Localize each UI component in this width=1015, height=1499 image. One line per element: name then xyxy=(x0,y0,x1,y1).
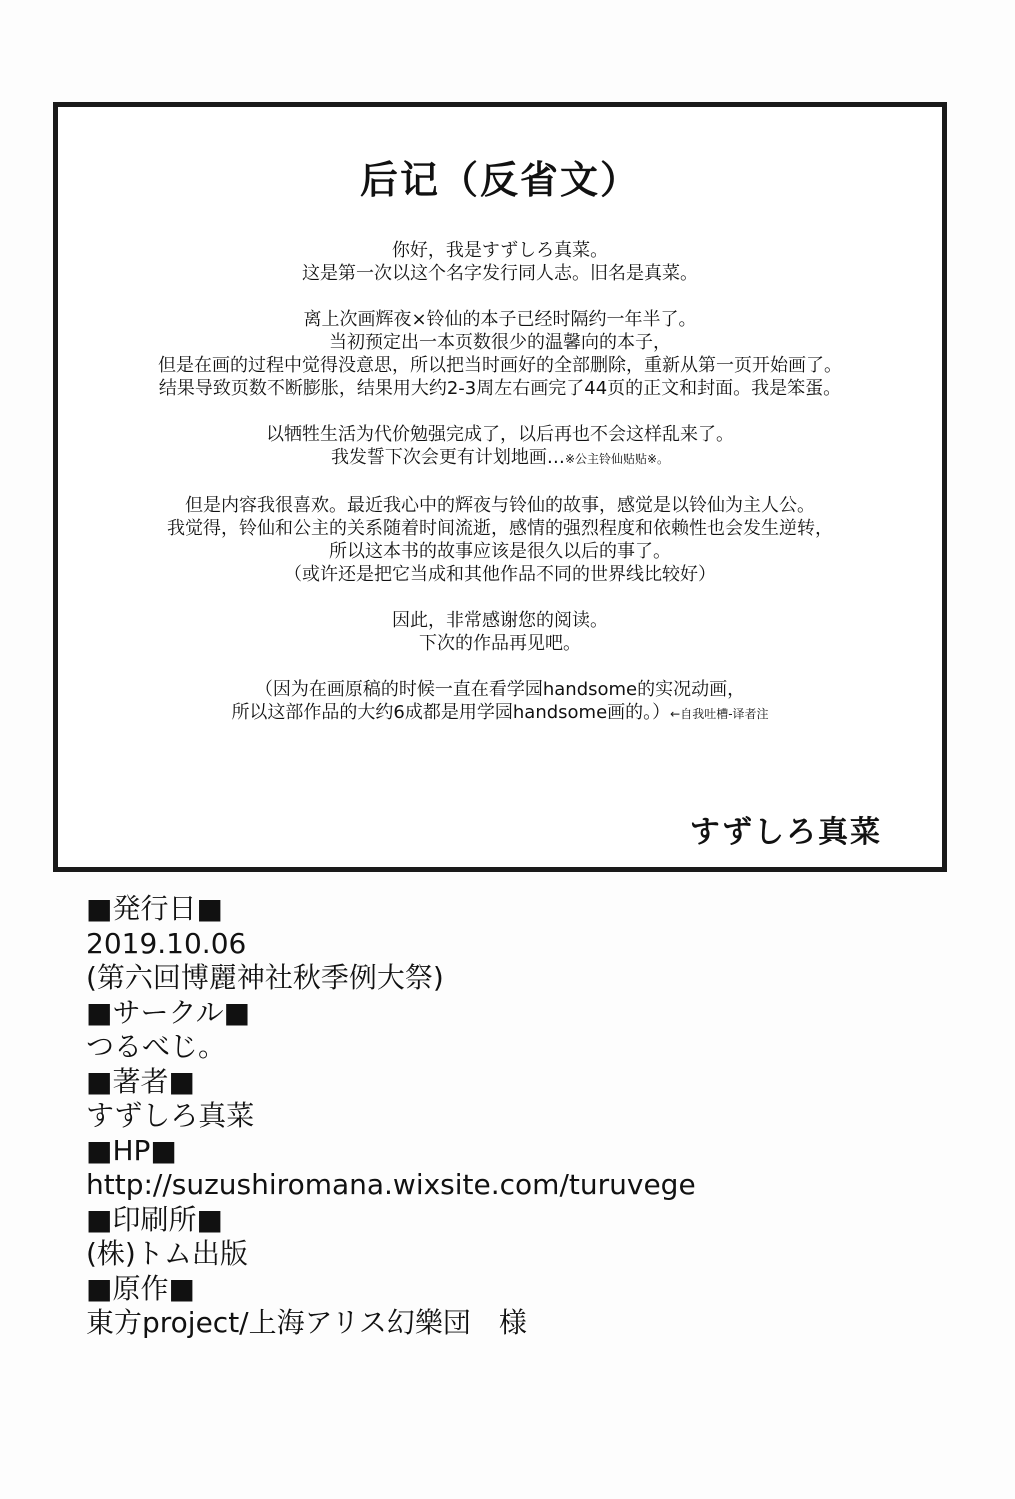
circle-heading: ■サークル■ xyxy=(86,995,251,1029)
original-work-heading: ■原作■ xyxy=(86,1271,195,1305)
afterword-line: 你好，我是すずしろ真菜。 xyxy=(391,240,609,261)
afterword-line: （或许还是把它当成和其他作品不同的世界线比较好） xyxy=(284,564,716,585)
homepage-heading: ■HP■ xyxy=(86,1133,177,1167)
homepage-url: http://suzushiromana.wixsite.com/turuvege xyxy=(86,1168,696,1201)
vow-text: 我发誓下次会更有计划地画… xyxy=(330,447,565,468)
original-work: 東方project/上海アリス幻樂団 様 xyxy=(86,1306,527,1339)
afterword-line: 结果导致页数不断膨胀，结果用大约2-3周左右画完了44页的正文和封面。我是笨蛋。 xyxy=(158,378,842,399)
translator-note: ←自我吐槽-译者注 xyxy=(670,707,769,721)
printer-name: (株)トム出版 xyxy=(86,1237,248,1270)
afterword-paragraph-4 xyxy=(58,494,942,586)
author-heading: ■著者■ xyxy=(86,1064,195,1098)
afterword-line: 因此，非常感谢您的阅读。 xyxy=(392,610,608,631)
vow-note: ※公主铃仙贴贴※。 xyxy=(564,452,670,466)
afterword-line: 这是第一次以这个名字发行同人志。旧名是真菜。 xyxy=(302,263,698,284)
release-event: (第六回博麗神社秋季例大祭) xyxy=(86,961,444,994)
printer-heading: ■印刷所■ xyxy=(86,1202,223,1236)
afterword-vow-line xyxy=(58,446,942,471)
afterword-line: 所以这本书的故事应该是很久以后的事了。 xyxy=(329,541,671,562)
afterword-line: 但是在画的过程中觉得没意思，所以把当时画好的全部删除，重新从第一页开始画了。 xyxy=(158,355,842,376)
afterword-line: 离上次画辉夜×铃仙的本子已经时隔约一年半了。 xyxy=(303,309,697,330)
afterword-box xyxy=(53,102,947,872)
afterword-title: 后记（反省文） xyxy=(359,158,640,202)
afterword-body xyxy=(58,239,942,726)
afterword-line: 但是内容我很喜欢。最近我心中的辉夜与铃仙的故事，感觉是以铃仙为主人公。 xyxy=(185,495,815,516)
afterword-paragraph-5 xyxy=(58,609,942,655)
afterword-paragraph-1 xyxy=(58,239,942,285)
author-signature: すずしろ真菜 xyxy=(689,815,882,850)
colophon xyxy=(86,892,696,1341)
afterword-line: （因为在画原稿的时候一直在看学园handsome的实况动画， xyxy=(254,679,746,700)
afterword-last-line xyxy=(58,701,942,726)
author-name: すずしろ真菜 xyxy=(86,1099,255,1132)
release-date-heading: ■発行日■ xyxy=(86,892,223,925)
afterword-line: 下次的作品再见吧。 xyxy=(419,633,581,654)
afterword-paragraph-6 xyxy=(58,678,942,726)
afterword-paragraph-2 xyxy=(58,308,942,400)
afterword-line: 当初预定出一本页数很少的温馨向的本子， xyxy=(329,332,671,353)
afterword-paragraph-3 xyxy=(58,423,942,471)
circle-name: つるべじ。 xyxy=(86,1030,227,1063)
last-line-text: 所以这部作品的大约6成都是用学园handsome画的。） xyxy=(231,702,671,723)
release-date: 2019.10.06 xyxy=(86,926,247,960)
afterword-line: 我觉得，铃仙和公主的关系随着时间流逝，感情的强烈程度和依赖性也会发生逆转， xyxy=(167,518,833,539)
afterword-line: 以牺牲生活为代价勉强完成了，以后再也不会这样乱来了。 xyxy=(266,424,734,445)
